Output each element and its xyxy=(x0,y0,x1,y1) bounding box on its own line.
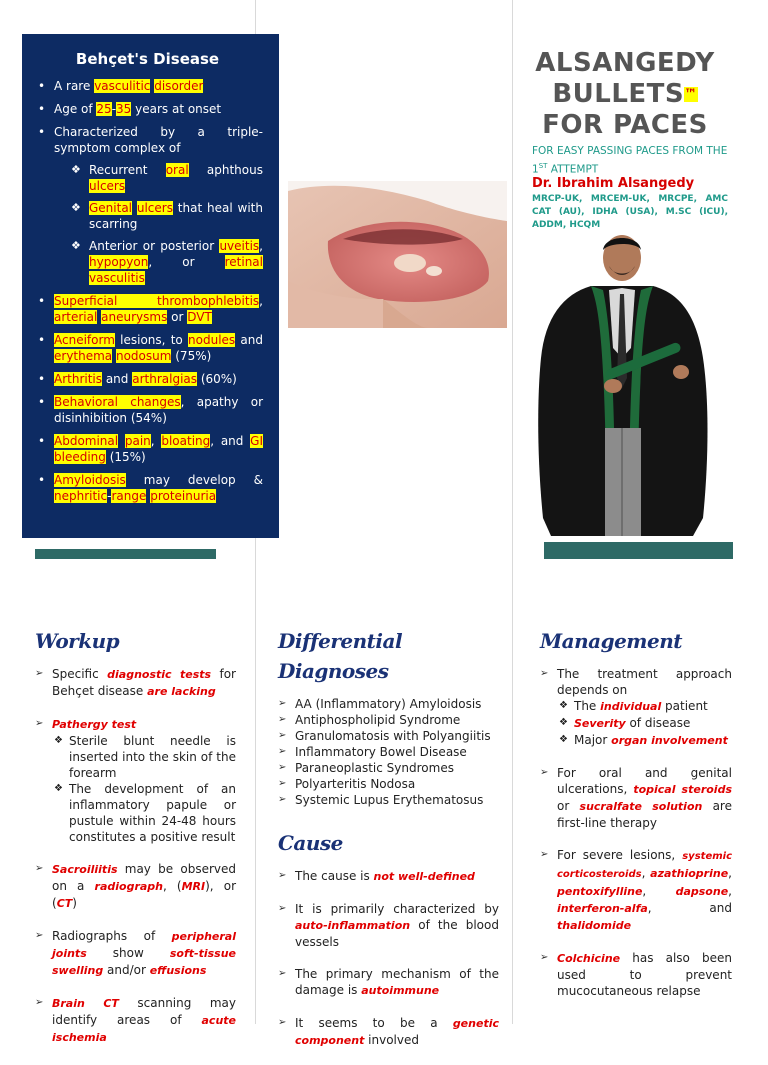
oral-ulcer-photo xyxy=(288,181,507,328)
highlight: nodules xyxy=(188,333,236,347)
text: , xyxy=(728,884,732,898)
text: patient xyxy=(661,699,708,713)
emphasis: autoimmune xyxy=(361,984,440,997)
tagline-text: FOR EASY PASSING PACES FROM THE 1 xyxy=(532,145,728,176)
text: For oral and genital ulcerations, xyxy=(557,766,732,796)
workup-list xyxy=(35,666,236,1046)
list-item xyxy=(278,1015,499,1049)
list-item xyxy=(278,966,499,999)
emphasis: genetic component xyxy=(295,1017,499,1047)
author-name: Dr. Ibrahim Alsangedy xyxy=(532,176,695,191)
list-item: ➢ Polyarteritis Nodosa xyxy=(278,776,499,792)
highlight: disorder xyxy=(154,79,204,93)
highlight: 35 xyxy=(116,102,132,116)
differential-list xyxy=(278,696,499,808)
emphasis: dapsone xyxy=(675,885,729,898)
tagline-text-end: ATTEMPT xyxy=(547,163,599,176)
emphasis: Severity xyxy=(574,717,626,730)
highlight: GI bleeding xyxy=(54,434,263,464)
text: Major xyxy=(574,733,612,747)
text: Specific xyxy=(52,667,108,681)
differential-section xyxy=(278,626,499,1065)
emphasis: individual xyxy=(600,700,662,713)
brand-line-2-text: BULLETS xyxy=(552,79,685,109)
treatment-factors-list xyxy=(557,698,732,749)
text: has also been used to prevent mucocutaneous relapse xyxy=(557,951,732,998)
list-item xyxy=(557,715,732,732)
emphasis: soft-tissue swelling xyxy=(52,947,236,977)
list-item xyxy=(32,433,263,465)
list-item: ➢ Granulomatosis with Polyangiitis xyxy=(278,728,499,744)
list-item xyxy=(540,847,732,934)
highlight: retinal vasculitis xyxy=(89,255,263,285)
text: (60%) xyxy=(197,372,237,386)
text: (15%) xyxy=(105,450,146,464)
author-portrait xyxy=(533,228,711,538)
list-item xyxy=(32,101,263,117)
text: The cause is xyxy=(295,869,374,883)
divider-bar-right xyxy=(544,542,733,559)
highlight: Superficial thrombophlebitis xyxy=(54,294,260,308)
text: or xyxy=(167,310,188,324)
text: of the blood vessels xyxy=(295,918,499,949)
text: , xyxy=(641,866,651,880)
text: ) xyxy=(72,896,77,910)
highlight: uveitis xyxy=(219,239,260,253)
text: scanning may identify areas of xyxy=(52,996,236,1027)
emphasis: thalidomide xyxy=(557,919,632,932)
text: for Behçet disease xyxy=(52,667,236,698)
highlight: vasculitic xyxy=(94,79,151,93)
list-item xyxy=(32,472,263,504)
list-item xyxy=(278,868,499,885)
list-item xyxy=(35,928,236,979)
text: years at onset xyxy=(131,102,222,116)
text: and/or xyxy=(103,963,150,977)
fold-line-right xyxy=(512,0,513,1024)
emphasis: Brain CT xyxy=(52,997,119,1010)
emphasis: sucralfate solution xyxy=(579,800,703,813)
text: , xyxy=(728,866,732,880)
list-item xyxy=(32,124,263,286)
list-item: ➢ Inflammatory Bowel Disease xyxy=(278,744,499,760)
emphasis: are lacking xyxy=(147,685,216,698)
brand-line-2 xyxy=(520,79,730,110)
tagline xyxy=(532,144,728,178)
text: , and xyxy=(210,434,251,448)
text xyxy=(118,434,125,448)
highlight: Acneiform xyxy=(54,333,115,347)
triple-symptom-list xyxy=(54,162,263,286)
list-item xyxy=(540,666,732,749)
management-section xyxy=(540,626,732,1015)
brand-title xyxy=(520,48,730,141)
text: Recurrent xyxy=(89,163,166,177)
text: and xyxy=(102,372,133,386)
list-item xyxy=(32,293,263,325)
brand-line-3: FOR PACES xyxy=(542,110,708,140)
cause-heading: Cause xyxy=(278,831,343,855)
behcet-title: Behçet's Disease xyxy=(75,50,220,68)
emphasis: diagnostic tests xyxy=(107,668,212,681)
list-item xyxy=(557,698,732,715)
text: , apathy or disinhibition (54%) xyxy=(54,395,263,425)
management-list xyxy=(540,666,732,999)
list-item: ➢ Antiphospholipid Syndrome xyxy=(278,712,499,728)
highlight: arthralgias xyxy=(132,372,198,386)
list-item xyxy=(35,861,236,912)
tagline-sup: ST xyxy=(538,162,548,170)
list-item xyxy=(54,162,263,194)
behcet-summary-box xyxy=(22,34,279,538)
text: , xyxy=(150,434,162,448)
highlight: nephritic xyxy=(54,489,108,503)
emphasis: interferon-alfa xyxy=(557,902,648,915)
text: aphthous xyxy=(188,163,263,177)
text: The primary mechanism of the damage is xyxy=(295,967,499,997)
highlight: oral xyxy=(165,163,189,177)
text: Radiographs of xyxy=(52,929,172,943)
text: that heal with scarring xyxy=(89,201,263,231)
text: may be observed on a xyxy=(52,862,236,893)
text: , and xyxy=(647,901,732,915)
text: , xyxy=(259,294,263,308)
list-item: ➢ Systemic Lupus Erythematosus xyxy=(278,792,499,808)
emphasis: Sacroiliitis xyxy=(52,863,118,876)
text: , xyxy=(642,884,676,898)
list-item xyxy=(54,200,263,232)
workup-section xyxy=(35,626,236,1062)
text: Characterized by a triple-symptom complex of xyxy=(54,125,263,155)
text: , or xyxy=(148,255,225,269)
highlight: ulcers xyxy=(136,201,173,215)
text: It seems to be a xyxy=(295,1016,453,1030)
list-item: ❖ Sterile blunt needle is inserted into the skin of the forearm xyxy=(52,733,236,781)
list-item xyxy=(278,901,499,950)
workup-heading: Workup xyxy=(35,629,120,653)
highlight: Arthritis xyxy=(54,372,103,386)
emphasis: effusions xyxy=(149,964,207,977)
highlight: 25 xyxy=(96,102,112,116)
emphasis: Colchicine xyxy=(557,952,621,965)
highlight: range xyxy=(111,489,147,503)
highlight: bloating xyxy=(161,434,211,448)
text: lesions, to xyxy=(114,333,189,347)
emphasis: radiograph xyxy=(94,880,163,893)
emphasis: CT xyxy=(56,897,73,910)
text: - xyxy=(107,489,112,503)
list-item xyxy=(32,78,263,94)
highlight: Genital xyxy=(89,201,133,215)
highlight: hypopyon xyxy=(89,255,149,269)
text: show xyxy=(86,946,170,960)
text: and xyxy=(235,333,263,347)
text: For severe lesions, xyxy=(557,848,683,862)
emphasis: peripheral joints xyxy=(52,930,236,960)
highlight: erythema xyxy=(54,349,113,363)
text: ), or ( xyxy=(52,879,236,910)
list-item: ➢ Paraneoplastic Syndromes xyxy=(278,760,499,776)
list-item xyxy=(35,716,236,845)
text: of disease xyxy=(625,716,691,730)
highlight: Abdominal xyxy=(54,434,119,448)
text: may develop & xyxy=(125,473,263,487)
text: are first-line therapy xyxy=(557,799,732,830)
highlight: Amyloidosis xyxy=(54,473,126,487)
list-item xyxy=(35,666,236,700)
emphasis: systemic corticosteroids xyxy=(557,851,732,880)
emphasis: Pathergy test xyxy=(52,718,137,731)
text: - xyxy=(111,102,117,116)
list-item xyxy=(32,394,263,426)
emphasis: not well-defined xyxy=(373,870,475,883)
emphasis: acute ischemia xyxy=(52,1014,236,1044)
highlight: arterial xyxy=(54,310,98,324)
text: , ( xyxy=(163,879,182,893)
list-item xyxy=(540,765,732,831)
highlight: aneurysms xyxy=(101,310,168,324)
trademark-mark: ™ xyxy=(684,87,698,102)
text: The treatment approach depends on xyxy=(557,667,732,697)
emphasis: auto-inflammation xyxy=(295,919,411,932)
text: Age of xyxy=(54,102,97,116)
highlight: proteinuria xyxy=(150,489,217,503)
text: (75%) xyxy=(171,349,212,363)
list-item xyxy=(557,732,732,749)
text: or xyxy=(557,799,580,813)
list-item xyxy=(35,995,236,1046)
emphasis: pentoxifylline xyxy=(557,885,643,898)
management-heading: Management xyxy=(540,629,682,653)
emphasis: organ involvement xyxy=(611,734,728,747)
text: involved xyxy=(364,1033,419,1047)
pathergy-list xyxy=(52,733,236,845)
highlight: Behavioral changes xyxy=(54,395,181,409)
emphasis: MRI xyxy=(181,880,206,893)
text: A rare xyxy=(54,79,95,93)
list-item xyxy=(54,238,263,286)
brand-line-1: ALSANGEDY xyxy=(535,48,715,78)
divider-bar-left xyxy=(35,549,216,559)
text: Anterior or posterior xyxy=(89,239,220,253)
list-item: ➢ AA (Inflammatory) Amyloidosis xyxy=(278,696,499,712)
list-item: ❖ The development of an inflammatory papule or pustule within 24-48 hours constitutes a positive result xyxy=(52,781,236,845)
text: The xyxy=(574,699,601,713)
text: , xyxy=(259,239,263,253)
text: It is primarily characterized by xyxy=(295,902,499,916)
highlight: pain xyxy=(124,434,151,448)
list-item xyxy=(540,950,732,999)
list-item xyxy=(32,332,263,364)
behcet-feature-list xyxy=(32,78,263,504)
emphasis: topical steroids xyxy=(633,783,732,796)
author-credentials: MRCP-UK, MRCEM-UK, MRCPE, AMC CAT (AU), IDHA (USA), M.SC (ICU), ADDM, HCQM xyxy=(532,194,728,230)
emphasis: azathioprine xyxy=(650,867,729,880)
highlight: nodosum xyxy=(115,349,172,363)
highlight: DVT xyxy=(187,310,212,324)
cause-list xyxy=(278,868,499,1049)
differential-heading: Differential Diagnoses xyxy=(278,629,403,683)
list-item xyxy=(32,371,263,387)
highlight: ulcers xyxy=(89,179,126,193)
